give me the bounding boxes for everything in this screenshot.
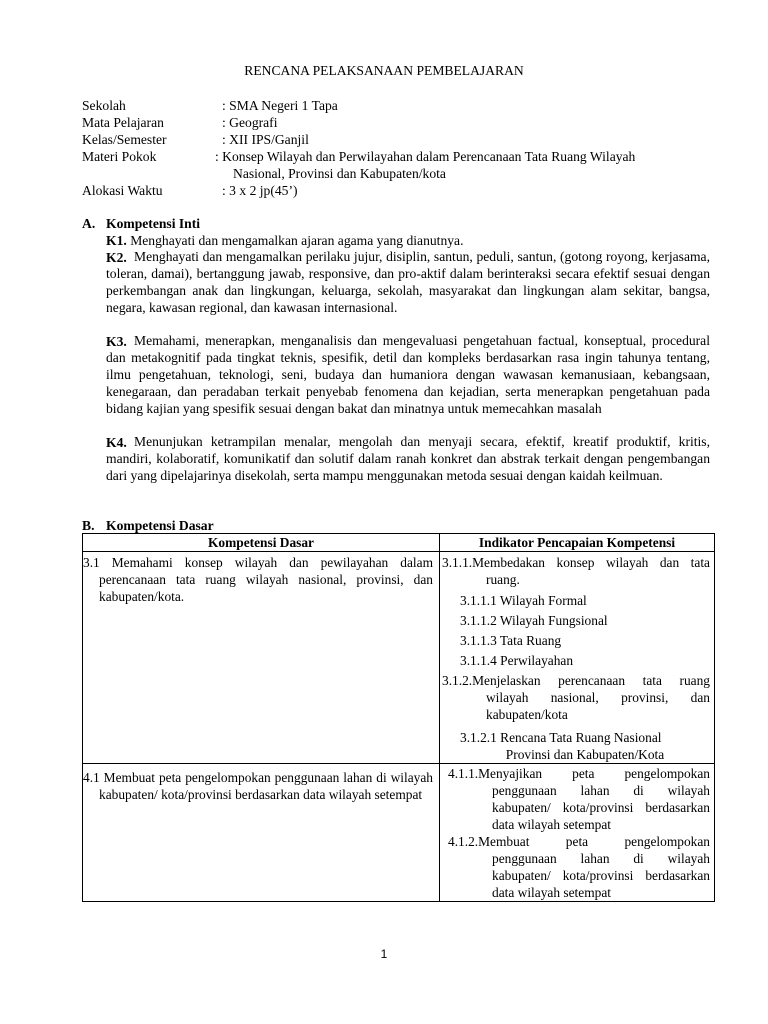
ki-text: Menghayati dan mengamalkan ajaran agama yang dianutnya. [130,233,464,248]
table-row [83,552,715,764]
indikator-3-1-2-1-cont: Provinsi dan Kabupaten/Kota [505,747,665,762]
ki-k2-key: K2. [106,250,127,265]
info-value-alokasi: : 3 x 2 jp(45’) [222,183,298,198]
ki-k4-key: K4. [106,435,127,450]
info-value-kelas: : XII IPS/Ganjil [222,132,309,147]
page-number: 1 [380,947,388,961]
ki-k1 [106,232,463,249]
kd-4-1: 4.1 Membuat peta pengelompokan penggunaan lahan di wilayah kabupaten/ kota/provinsi berdasarkan data wilayah setempat [83,770,433,802]
indikator-3-1-1: 3.1.1.Membedakan konsep wilayah dan tata ruang. [442,555,710,587]
section-b-heading: Kompetensi Dasar [106,518,214,533]
indikator-3-1-2: 3.1.2.Menjelaskan perencanaan tata ruang wilayah nasional, provinsi, dan kabupaten/kota [442,673,710,722]
indikator-4-1-2: 4.1.2.Membuat peta pengelompokan penggunaan lahan di wilayah kabupaten/ kota/provinsi berdasarkan data wilayah setempat [448,834,710,900]
ki-k3-key: K3. [106,334,127,349]
indikator-3-1-1-2: 3.1.1.2 Wilayah Fungsional [460,613,608,628]
info-value-materi-cont: Nasional, Provinsi dan Kabupaten/kota [233,166,446,181]
info-label-alokasi: Alokasi Waktu [82,183,163,198]
indikator-3-1-2-1: 3.1.2.1 Rencana Tata Ruang Nasional [460,730,662,745]
ki-k4-text: Menunjukan ketrampilan menalar, mengolah dan menyaji secara, efektif, kreatif produktif, kritis, mandiri, kolaboratif, komunikatif dan solutif dalam ranah konkret dan abstrak terkait dengan pengembangan dari yang dipelajarinya disekolah, serta mampu menggunakan metoda sesuai dengan kaidah keilmuan. [106,434,710,483]
table-header-indikator: Indikator Pencapaian Kompetensi [440,534,715,552]
info-label-mata-pelajaran: Mata Pelajaran [82,115,164,130]
info-value-mata-pelajaran: : Geografi [222,115,278,130]
ki-key: K1. [106,233,127,248]
indikator-3-1-1-4: 3.1.1.4 Perwilayahan [460,653,574,668]
indikator-3-1-1-1: 3.1.1.1 Wilayah Formal [460,593,587,608]
info-label-materi: Materi Pokok [82,149,157,164]
info-value-sekolah: : SMA Negeri 1 Tapa [222,98,338,113]
info-label-sekolah: Sekolah [82,98,126,113]
indikator-4-1-1: 4.1.1.Menyajikan peta pengelompokan penggunaan lahan di wilayah kabupaten/ kota/provinsi berdasarkan data wilayah setempat [448,766,710,832]
info-label-kelas: Kelas/Semester [82,132,167,147]
document-title: RENCANA PELAKSANAAN PEMBELAJARAN [244,63,524,78]
ki-k3-text: Memahami, menerapkan, menganalisis dan mengevaluasi pengetahuan factual, konseptual, procedural dan metakognitif pada tingkat teknis, spesifik, detil dan kompleks berdasarkan rasa ingin tahunya tentang, ilmu pengetahuan, teknologi, seni, budaya dan humaniora dengan wawasan kemanusiaan, kebangsaan, kenegaraan, dan peradaban terkait penyebab fenomena dan kejadian, serta menerapkan pengetahuan pada bidang kajian yang spesifik sesuai dengan bakat dan minatnya untuk memecahkan masalah [106,333,710,416]
table-header-kd: Kompetensi Dasar [83,534,440,552]
section-a-heading: Kompetensi Inti [106,216,201,231]
indikator-3-1-1-3: 3.1.1.3 Tata Ruang [460,633,562,648]
section-b-letter: B. [82,518,95,533]
section-a-letter: A. [82,216,96,231]
info-value-materi: : Konsep Wilayah dan Perwilayahan dalam Perencanaan Tata Ruang Wilayah [215,149,636,164]
kompetensi-dasar-table [82,533,715,902]
table-row [83,764,715,902]
kd-3-1: 3.1 Memahami konsep wilayah dan pewilayahan dalam perencanaan tata ruang wilayah nasional, provinsi, dan kabupaten/kota. [83,555,433,604]
ki-k2-text: Menghayati dan mengamalkan perilaku jujur, disiplin, santun, peduli, santun, (gotong royong, kerjasama, toleran, damai), bertanggung jawab, responsive, dan pro-aktif dalam berinteraksi secara efektif sesuai dengan perkembangan anak dan lingkungan, keluarga, sekolah, masyarakat dan lingkungan alam sekitar, bangsa, negara, kawasan regional, dan kawasan internasional. [106,249,710,315]
